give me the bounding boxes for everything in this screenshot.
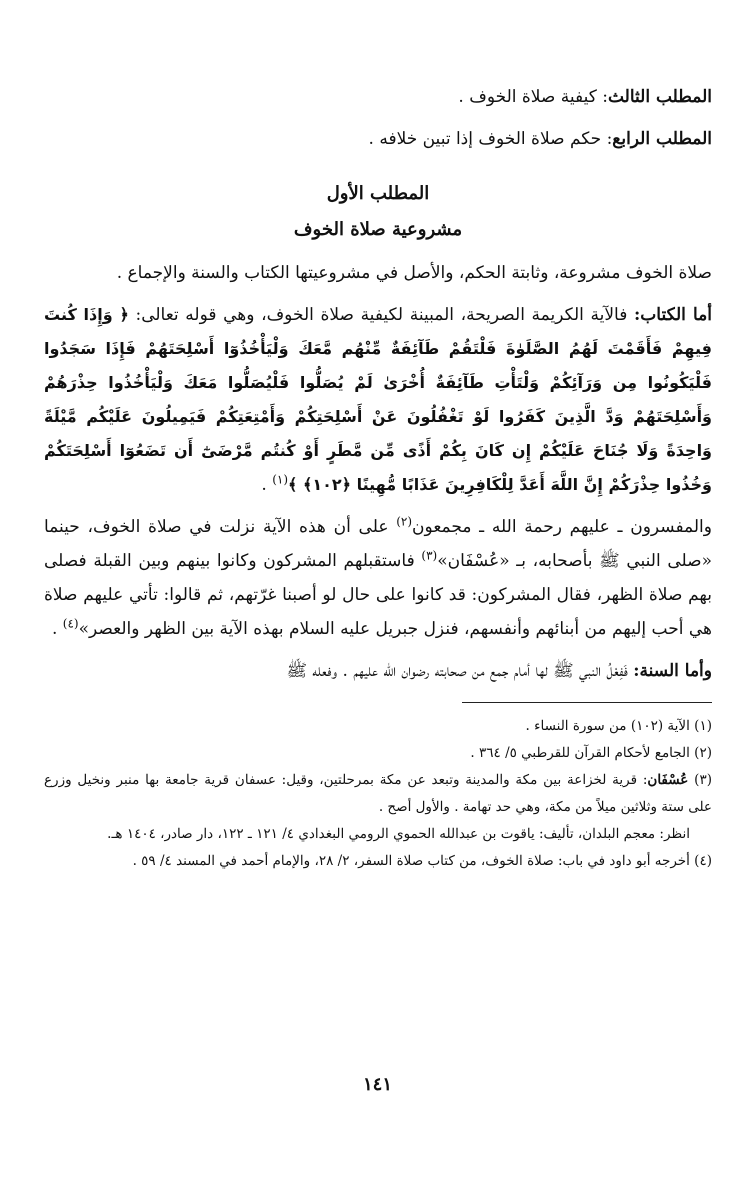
footnote-2-number: (٢)	[694, 745, 712, 761]
mufassirun-end: .	[51, 619, 63, 639]
footnote-1-text: الآية (١٠٢) من سورة النساء .	[525, 718, 690, 734]
book-text: فالآية الكريمة الصريحة، المبينة لكيفية صلاة الخوف، وهي قوله تعالى:	[128, 305, 634, 325]
footnotes	[44, 713, 712, 875]
page-number: ١٤١	[362, 1074, 392, 1095]
sunnah-paragraph	[44, 654, 712, 688]
toc-item-3-text: : كيفية صلاة الخوف .	[458, 87, 608, 107]
book-end: .	[261, 475, 273, 495]
footnote-3	[44, 767, 712, 848]
footnote-2-text: الجامع لأحكام القرآن للقرطبي ٥/ ٣٦٤ .	[470, 745, 690, 761]
toc-item-3-label: المطلب الثالث	[607, 87, 712, 107]
footnote-3-text: : قرية لخزاعة بين مكة والمدينة وتبعد عن مكة بمرحلتين، وقيل: عسفان قرية جامعة بها منبر ونخيل وزرع على ستة وثلاثين ميلاً من مكة، وهي حد تهامة . والأول أصح .	[44, 772, 712, 815]
footnote-ref-1: (١)	[272, 472, 289, 487]
page-body	[44, 84, 712, 875]
toc-item-4-label: المطلب الرابع	[612, 129, 712, 149]
footnote-ref-4: (٤)	[62, 616, 79, 631]
footnote-4	[44, 848, 712, 875]
toc-item-3	[44, 84, 712, 110]
footnote-3-source: انظر: معجم البلدان، تأليف: ياقوت بن عبدالله الحموي الرومي البغدادي ٤/ ١٢١ ـ ١٢٢، دار صادر، ١٤٠٤ هـ.	[107, 826, 690, 842]
footnote-1	[44, 713, 712, 740]
footnote-1-number: (١)	[694, 718, 712, 734]
book-lead: أما الكتاب:	[633, 305, 713, 325]
footnote-4-number: (٤)	[694, 853, 712, 869]
footnote-ref-3: (٣)	[421, 548, 438, 563]
section-subtitle: مشروعية صلاة الخوف	[293, 219, 463, 240]
toc-item-4-text: : حكم صلاة الخوف إذا تبين خلافه .	[368, 129, 613, 149]
footnote-ref-2: (٢)	[396, 514, 413, 529]
toc-item-4	[44, 126, 712, 152]
intro-paragraph: صلاة الخوف مشروعة، وثابتة الحكم، والأصل في مشروعيتها الكتاب والسنة والإجماع .	[116, 263, 712, 283]
mufassirun-part-1: والمفسرون ـ عليهم رحمة الله ـ مجمعون	[412, 517, 712, 537]
section-title: المطلب الأول	[326, 183, 430, 204]
footnote-2	[44, 740, 712, 767]
mufassirun-part-2: على أن هذه الآية نزلت في صلاة الخوف، حينما «صلى النبي ﷺ بأصحابه، بـ «عُسْفَان»	[44, 517, 712, 571]
footnote-3-number: (٣)	[694, 772, 712, 788]
sunnah-text: فَفِعْلُ النبي ﷺ لها أمام جمع من صحابته رضوان الله عليهم . وفعله ﷺ	[286, 661, 634, 681]
sunnah-lead: وأما السنة:	[633, 661, 712, 681]
book-paragraph	[44, 298, 712, 502]
footnote-separator	[462, 702, 712, 703]
mufassirun-paragraph	[44, 510, 712, 646]
footnote-3-term: عُسْفَان	[647, 772, 689, 788]
quran-verse: ﴿ وَإِذَا كُنتَ فِيهِمْ فَأَقَمْتَ لَهُمُ الصَّلَوٰةَ فَلْتَقُمْ طَآئِفَةٌ مِّنْهُم مَّعَكَ وَلْيَأْخُذُوٓا أَسْلِحَتَهُمْ فَإِذَا سَجَدُوا فَلْيَكُونُوا مِن وَرَآئِكُمْ وَلْتَأْتِ طَآئِفَةٌ أُخْرَىٰ لَمْ يُصَلُّوا فَلْيُصَلُّوا مَعَكَ وَلْيَأْخُذُوا حِذْرَهُمْ وَأَسْلِحَتَهُمْ وَدَّ الَّذِينَ كَفَرُوا لَوْ تَغْفُلُونَ عَنْ أَسْلِحَتِكُمْ وَأَمْتِعَتِكُمْ فَيَمِيلُونَ عَلَيْكُم مَّيْلَةً وَاحِدَةً وَلَا جُنَاحَ عَلَيْكُمْ إِن كَانَ بِكُمْ أَذًى مِّن مَّطَرٍ أَوْ كُنتُم مَّرْضَىٰٓ أَن تَضَعُوٓا أَسْلِحَتَكُمْ وَخُذُوا حِذْرَكُمْ إِنَّ اللَّهَ أَعَدَّ لِلْكَافِرِينَ عَذَابًا مُّهِينًا ﴿١٠٢﴾ ﴾	[44, 305, 712, 494]
section-headings	[44, 176, 712, 248]
footnote-4-text: أخرجه أبو داود في باب: صلاة الخوف، من كتاب صلاة السفر، ٢/ ٢٨، والإمام أحمد في المسند ٤/ ٥٩ .	[132, 853, 690, 869]
mufassirun-part-3: فاستقبلهم المشركون وكانوا بينهم وبين القبلة فصلى بهم صلاة الظهر، فقال المشركون: قد كانوا على حال لو أصبنا غرّتهم، ثم قالوا: تأتي عليهم صلاة هي أحب إليهم من أبنائهم وأنفسهم، فنزل جبريل عليه السلام بهذه الآية بين الظهر والعصر»	[44, 551, 712, 639]
